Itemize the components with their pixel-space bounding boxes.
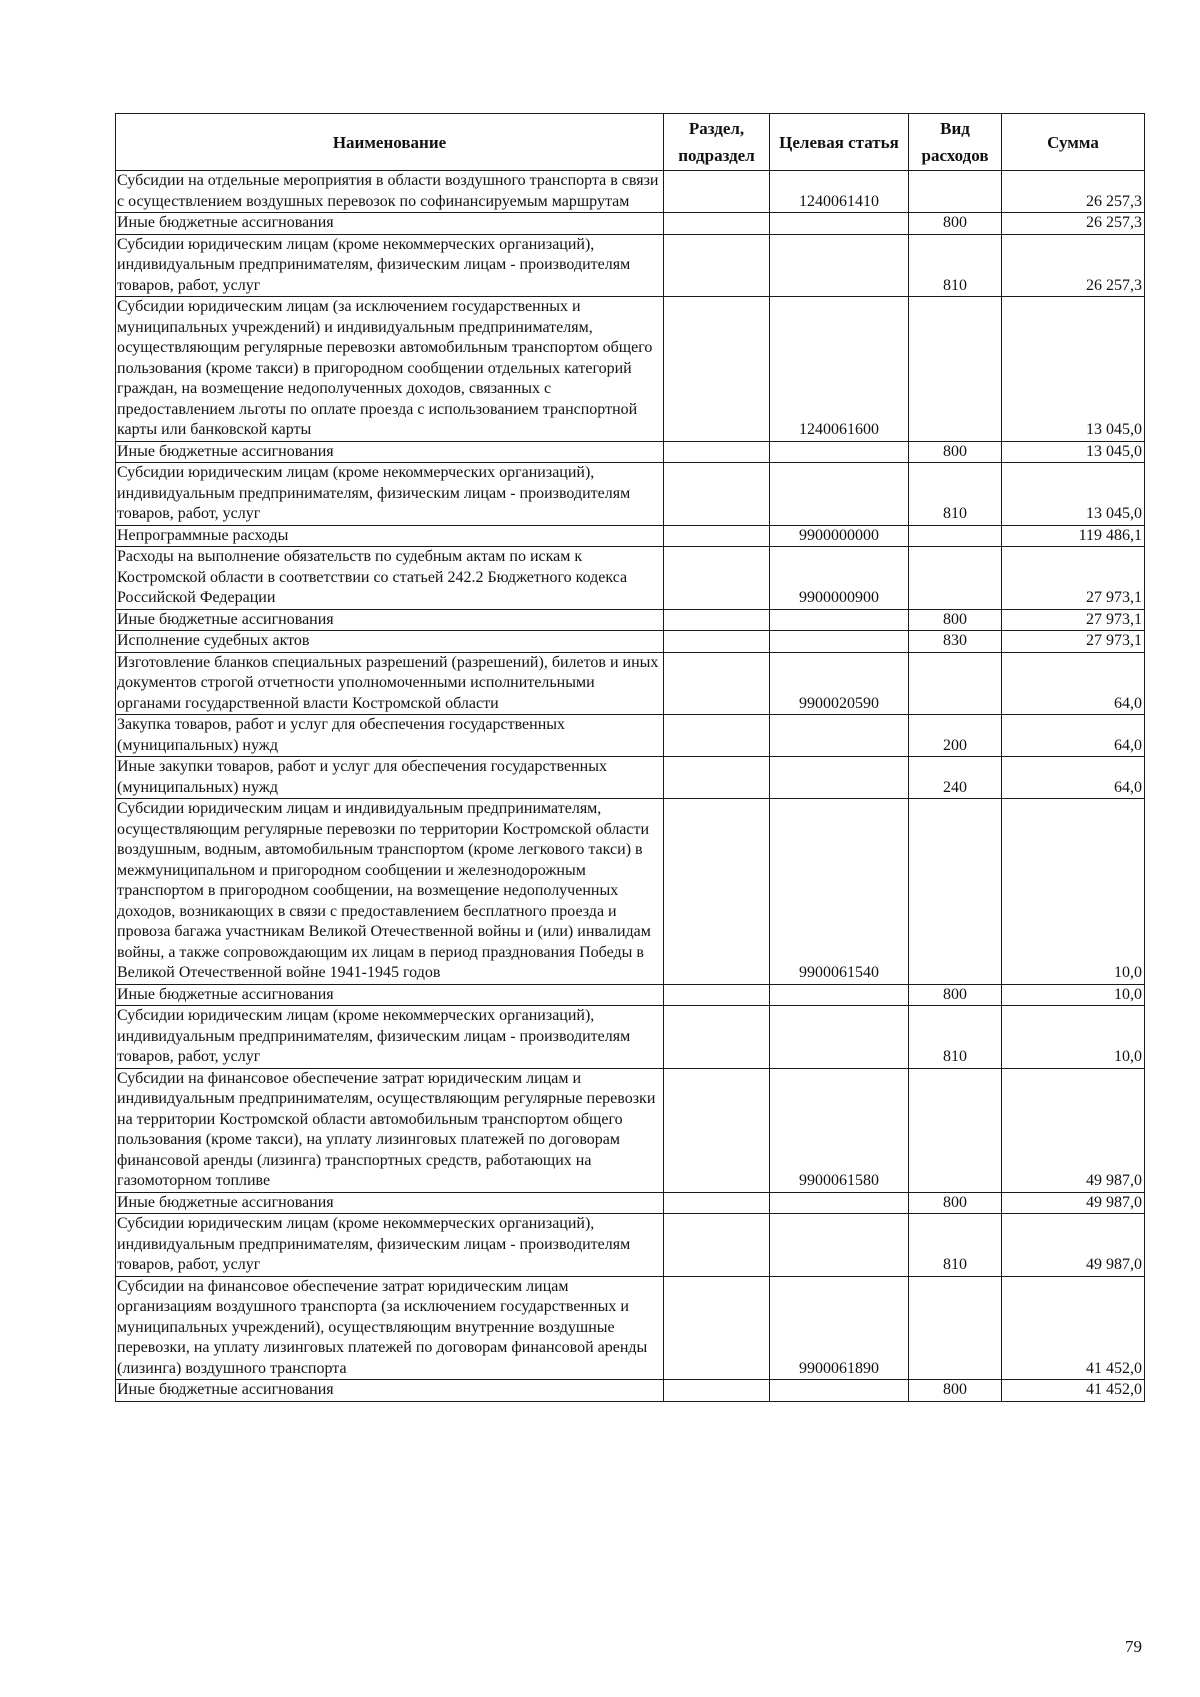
table-row xyxy=(116,1380,1145,1402)
cell-type xyxy=(909,799,1002,985)
cell-name: Закупка товаров, работ и услуг для обеспечения государственных (муниципальных) нужд xyxy=(116,715,664,757)
cell-name: Изготовление бланков специальных разрешений (разрешений), билетов и иных документов строгой отчетности уполномоченными исполнительными органами государственной власти Костромской области xyxy=(116,652,664,715)
cell-name: Иные бюджетные ассигнования xyxy=(116,441,664,463)
table-row xyxy=(116,441,1145,463)
cell-name: Исполнение судебных актов xyxy=(116,631,664,653)
cell-target xyxy=(770,715,909,757)
cell-type xyxy=(909,1276,1002,1380)
cell-type xyxy=(909,1068,1002,1192)
cell-sum: 49 987,0 xyxy=(1002,1068,1145,1192)
cell-target xyxy=(770,1214,909,1277)
cell-name: Иные бюджетные ассигнования xyxy=(116,984,664,1006)
cell-type: 800 xyxy=(909,1192,1002,1214)
cell-sum: 64,0 xyxy=(1002,652,1145,715)
table-row xyxy=(116,213,1145,235)
cell-target xyxy=(770,631,909,653)
cell-sum: 64,0 xyxy=(1002,757,1145,799)
cell-section xyxy=(664,1214,770,1277)
cell-type: 800 xyxy=(909,609,1002,631)
cell-name: Непрограммные расходы xyxy=(116,525,664,547)
cell-section xyxy=(664,799,770,985)
cell-type: 810 xyxy=(909,234,1002,297)
cell-target xyxy=(770,1006,909,1069)
table-row xyxy=(116,1192,1145,1214)
cell-type: 240 xyxy=(909,757,1002,799)
cell-target: 1240061600 xyxy=(770,297,909,442)
cell-sum: 26 257,3 xyxy=(1002,234,1145,297)
cell-sum: 10,0 xyxy=(1002,984,1145,1006)
cell-name: Расходы на выполнение обязательств по судебным актам по искам к Костромской области в соответствии со статьей 242.2 Бюджетного кодекса Российской Федерации xyxy=(116,547,664,610)
header-section: Раздел, подраздел xyxy=(664,114,770,171)
header-target: Целевая статья xyxy=(770,114,909,171)
cell-section xyxy=(664,1276,770,1380)
cell-type xyxy=(909,547,1002,610)
table-header-row xyxy=(116,114,1145,171)
cell-target: 1240061410 xyxy=(770,171,909,213)
table-row xyxy=(116,171,1145,213)
cell-section xyxy=(664,757,770,799)
cell-name: Субсидии на финансовое обеспечение затрат юридическим лицам организациям воздушного транспорта (за исключением государственных и муниципальных учреждений), осуществляющим внутренние воздушные перевозки, на уплату лизинговых платежей по договорам финансовой аренды (лизинга) воздушного транспорта xyxy=(116,1276,664,1380)
table-row xyxy=(116,234,1145,297)
cell-target: 9900000000 xyxy=(770,525,909,547)
cell-sum: 27 973,1 xyxy=(1002,609,1145,631)
cell-section xyxy=(664,1006,770,1069)
cell-type: 800 xyxy=(909,441,1002,463)
cell-section xyxy=(664,525,770,547)
cell-section xyxy=(664,297,770,442)
header-name: Наименование xyxy=(116,114,664,171)
cell-name: Иные бюджетные ассигнования xyxy=(116,609,664,631)
cell-target: 9900061890 xyxy=(770,1276,909,1380)
cell-sum: 41 452,0 xyxy=(1002,1380,1145,1402)
cell-sum: 41 452,0 xyxy=(1002,1276,1145,1380)
table-row xyxy=(116,525,1145,547)
table-row xyxy=(116,547,1145,610)
cell-target xyxy=(770,463,909,526)
table-row xyxy=(116,757,1145,799)
cell-target xyxy=(770,213,909,235)
table-row xyxy=(116,715,1145,757)
cell-section xyxy=(664,441,770,463)
cell-target xyxy=(770,609,909,631)
table-row xyxy=(116,609,1145,631)
table-row xyxy=(116,1214,1145,1277)
cell-type: 810 xyxy=(909,1006,1002,1069)
cell-target: 9900000900 xyxy=(770,547,909,610)
table-row xyxy=(116,1006,1145,1069)
cell-target xyxy=(770,757,909,799)
cell-name: Субсидии на финансовое обеспечение затрат юридическим лицам и индивидуальным предпринимателям, осуществляющим регулярные перевозки на территории Костромской области автомобильным транспортом общего пользования (кроме такси), на уплату лизинговых платежей по договорам финансовой аренды (лизинга) транспортных средств, работающих на газомоторном топливе xyxy=(116,1068,664,1192)
cell-type: 810 xyxy=(909,463,1002,526)
cell-sum: 13 045,0 xyxy=(1002,297,1145,442)
cell-sum: 13 045,0 xyxy=(1002,463,1145,526)
cell-target xyxy=(770,441,909,463)
cell-sum: 10,0 xyxy=(1002,1006,1145,1069)
cell-section xyxy=(664,1192,770,1214)
cell-target xyxy=(770,1380,909,1402)
cell-target xyxy=(770,984,909,1006)
cell-sum: 27 973,1 xyxy=(1002,631,1145,653)
table-row xyxy=(116,463,1145,526)
cell-section xyxy=(664,213,770,235)
cell-name: Субсидии юридическим лицам (кроме некоммерческих организаций), индивидуальным предпринимателям, физическим лицам - производителям товаров, работ, услуг xyxy=(116,234,664,297)
cell-section xyxy=(664,631,770,653)
cell-type: 200 xyxy=(909,715,1002,757)
cell-section xyxy=(664,652,770,715)
cell-section xyxy=(664,171,770,213)
table-row xyxy=(116,297,1145,442)
cell-section xyxy=(664,715,770,757)
cell-sum: 49 987,0 xyxy=(1002,1192,1145,1214)
cell-type: 810 xyxy=(909,1214,1002,1277)
cell-name: Субсидии юридическим лицам (кроме некоммерческих организаций), индивидуальным предпринимателям, физическим лицам - производителям товаров, работ, услуг xyxy=(116,463,664,526)
cell-type xyxy=(909,171,1002,213)
table-row xyxy=(116,984,1145,1006)
cell-sum: 26 257,3 xyxy=(1002,213,1145,235)
cell-target: 9900020590 xyxy=(770,652,909,715)
cell-section xyxy=(664,609,770,631)
cell-name: Иные бюджетные ассигнования xyxy=(116,213,664,235)
cell-sum: 27 973,1 xyxy=(1002,547,1145,610)
cell-sum: 10,0 xyxy=(1002,799,1145,985)
cell-type xyxy=(909,525,1002,547)
header-sum: Сумма xyxy=(1002,114,1145,171)
table-row xyxy=(116,652,1145,715)
budget-table xyxy=(115,113,1145,1402)
table-row xyxy=(116,631,1145,653)
cell-name: Субсидии на отдельные мероприятия в области воздушного транспорта в связи с осуществлением воздушных перевозок по софинансируемым маршрутам xyxy=(116,171,664,213)
table-row xyxy=(116,1068,1145,1192)
cell-section xyxy=(664,1068,770,1192)
cell-name: Иные бюджетные ассигнования xyxy=(116,1380,664,1402)
cell-section xyxy=(664,234,770,297)
page-number: 79 xyxy=(1125,1637,1142,1656)
cell-target: 9900061540 xyxy=(770,799,909,985)
cell-name: Субсидии юридическим лицам (за исключением государственных и муниципальных учреждений) и индивидуальным предпринимателям, осуществляющим регулярные перевозки автомобильным транспортом общего пользования (кроме такси) в пригородном сообщении отдельных категорий граждан, на возмещение недополученных доходов, связанных с предоставлением льготы по оплате проезда с использованием транспортной карты или банковской карты xyxy=(116,297,664,442)
cell-type xyxy=(909,297,1002,442)
cell-target xyxy=(770,1192,909,1214)
cell-type: 800 xyxy=(909,984,1002,1006)
cell-name: Иные бюджетные ассигнования xyxy=(116,1192,664,1214)
cell-target xyxy=(770,234,909,297)
cell-sum: 64,0 xyxy=(1002,715,1145,757)
cell-type: 800 xyxy=(909,213,1002,235)
cell-type: 800 xyxy=(909,1380,1002,1402)
table-body xyxy=(116,171,1145,1402)
cell-name: Субсидии юридическим лицам и индивидуальным предпринимателям, осуществляющим регулярные перевозки по территории Костромской области воздушным, водным, автомобильным транспортом (кроме легкового такси) в межмуниципальном и пригородном сообщении и железнодорожным транспортом в пригородном сообщении, на возмещение недополученных доходов, возникающих в связи с предоставлением бесплатного проезда и провоза багажа участникам Великой Отечественной войны и (или) инвалидам войны, а также сопровождающим их лицам в период празднования Победы в Великой Отечественной войне 1941-1945 годов xyxy=(116,799,664,985)
cell-sum: 49 987,0 xyxy=(1002,1214,1145,1277)
cell-name: Иные закупки товаров, работ и услуг для обеспечения государственных (муниципальных) нужд xyxy=(116,757,664,799)
cell-sum: 13 045,0 xyxy=(1002,441,1145,463)
cell-type: 830 xyxy=(909,631,1002,653)
cell-section xyxy=(664,463,770,526)
cell-name: Субсидии юридическим лицам (кроме некоммерческих организаций), индивидуальным предпринимателям, физическим лицам - производителям товаров, работ, услуг xyxy=(116,1214,664,1277)
cell-section xyxy=(664,547,770,610)
table-row xyxy=(116,799,1145,985)
header-type: Вид расходов xyxy=(909,114,1002,171)
cell-type xyxy=(909,652,1002,715)
cell-sum: 26 257,3 xyxy=(1002,171,1145,213)
cell-name: Субсидии юридическим лицам (кроме некоммерческих организаций), индивидуальным предпринимателям, физическим лицам - производителям товаров, работ, услуг xyxy=(116,1006,664,1069)
cell-section xyxy=(664,1380,770,1402)
cell-target: 9900061580 xyxy=(770,1068,909,1192)
table-row xyxy=(116,1276,1145,1380)
cell-sum: 119 486,1 xyxy=(1002,525,1145,547)
cell-section xyxy=(664,984,770,1006)
